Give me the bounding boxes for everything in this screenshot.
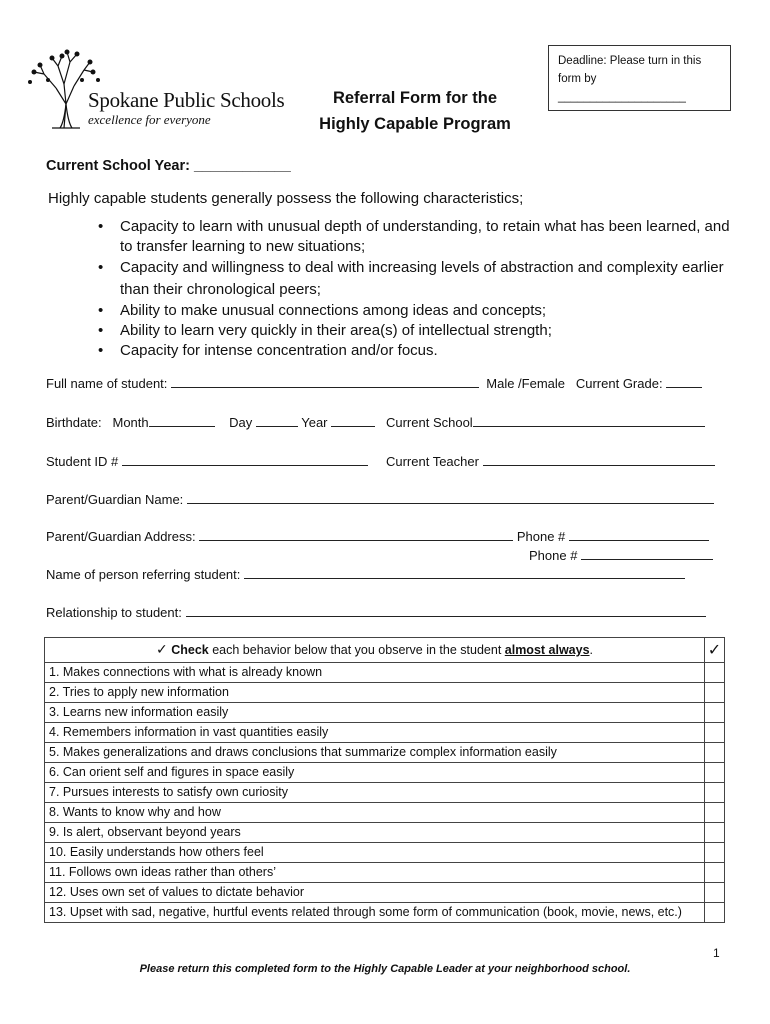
current-school-label: Current School — [385, 415, 473, 430]
checklist-instructions — [45, 638, 705, 663]
table-row — [45, 823, 725, 843]
month-label: Month — [112, 415, 149, 430]
table-row — [45, 883, 725, 903]
checkbox-cell[interactable] — [705, 803, 725, 823]
referrer-label: Name of person referring student: — [46, 567, 241, 582]
checkbox-cell[interactable] — [705, 863, 725, 883]
relationship-label: Relationship to student: — [46, 605, 182, 620]
check-word: Check — [171, 643, 209, 657]
checkbox-cell[interactable] — [705, 883, 725, 903]
current-school-field[interactable] — [473, 414, 705, 427]
deadline-blank[interactable]: ____________________ — [558, 91, 686, 103]
list-item: • Ability to make unusual connections among ideas and concepts; — [92, 301, 732, 321]
behavior-item: 12. Uses own set of values to dictate behavior — [45, 883, 705, 903]
checkbox-cell[interactable] — [705, 743, 725, 763]
deadline-text-2: form by — [558, 73, 597, 85]
behavior-item: 9. Is alert, observant beyond years — [45, 823, 705, 843]
full-name-label: Full name of student: — [46, 376, 168, 391]
day-label: Day — [229, 415, 253, 430]
table-row — [45, 803, 725, 823]
phone-field-2[interactable] — [581, 547, 713, 560]
phone-label: Phone # — [516, 529, 566, 544]
table-row — [45, 863, 725, 883]
behavior-item: 1. Makes connections with what is already known — [45, 663, 705, 683]
behavior-item: 3. Learns new information easily — [45, 703, 705, 723]
checkbox-cell[interactable] — [705, 763, 725, 783]
characteristics-list — [92, 217, 732, 361]
relationship-field[interactable] — [186, 604, 706, 617]
month-field[interactable] — [149, 414, 215, 427]
phone-row-2 — [529, 547, 713, 563]
parent-address-label: Parent/Guardian Address: — [46, 529, 196, 544]
grade-field[interactable] — [666, 375, 702, 388]
table-row — [45, 663, 725, 683]
table-header-row — [45, 638, 725, 663]
year-field[interactable] — [331, 414, 375, 427]
relationship-row — [46, 604, 706, 620]
table-row — [45, 763, 725, 783]
table-row — [45, 903, 725, 923]
checkbox-cell[interactable] — [705, 903, 725, 923]
checkbox-cell[interactable] — [705, 823, 725, 843]
phone-field-1[interactable] — [569, 528, 709, 541]
check-icon: ✓ — [155, 641, 168, 657]
referrer-row — [46, 566, 685, 582]
year-label: Year — [301, 415, 328, 430]
title-line-2: Highly Capable Program — [319, 115, 511, 133]
phone-label-2: Phone # — [529, 548, 578, 563]
parent-name-label: Parent/Guardian Name: — [46, 492, 184, 507]
deadline-text-1: Deadline: Please turn in this — [558, 55, 702, 67]
parent-name-field[interactable] — [187, 491, 714, 504]
student-id-field[interactable] — [122, 453, 368, 466]
behavior-item: 8. Wants to know why and how — [45, 803, 705, 823]
full-name-row — [46, 375, 702, 391]
behavior-item: 4. Remembers information in vast quantities easily — [45, 723, 705, 743]
instructions-text: each behavior below that you observe in the student — [208, 643, 505, 657]
table-row — [45, 843, 725, 863]
referrer-field[interactable] — [244, 566, 685, 579]
behavior-item: 2. Tries to apply new information — [45, 683, 705, 703]
list-item: • Capacity for intense concentration and/or focus. — [92, 341, 732, 361]
behavior-item: 13. Upset with sad, negative, hurtful events related through some form of communication (book, movie, news, etc.) — [45, 903, 705, 923]
gender-label[interactable]: Male /Female — [486, 376, 566, 391]
check-column-icon: ✓ — [705, 638, 725, 663]
parent-address-field[interactable] — [199, 528, 513, 541]
table-row — [45, 723, 725, 743]
behavior-item: 7. Pursues interests to satisfy own curiosity — [45, 783, 705, 803]
table-row — [45, 783, 725, 803]
parent-name-row — [46, 491, 714, 507]
checkbox-cell[interactable] — [705, 723, 725, 743]
behavior-item: 10. Easily understands how others feel — [45, 843, 705, 863]
logo-name: Spokane Public Schools — [88, 88, 285, 112]
table-row — [45, 743, 725, 763]
footer-note: Please return this completed form to the Highly Capable Leader at your neighborhood school. — [139, 963, 631, 975]
checkbox-cell[interactable] — [705, 663, 725, 683]
current-teacher-field[interactable] — [483, 453, 715, 466]
page-number: 1 — [713, 946, 720, 960]
title-line-1: Referral Form for the — [332, 89, 498, 107]
day-field[interactable] — [256, 414, 298, 427]
table-row — [45, 683, 725, 703]
list-item: • Ability to learn very quickly in their area(s) of intellectual strength; — [92, 321, 732, 341]
behavior-checklist — [44, 637, 725, 923]
behavior-item: 11. Follows own ideas rather than others’ — [45, 863, 705, 883]
table-row — [45, 703, 725, 723]
parent-address-row — [46, 528, 709, 544]
checkbox-cell[interactable] — [705, 843, 725, 863]
current-teacher-label: Current Teacher — [385, 454, 479, 469]
intro-text: Highly capable students generally possess the following characteristics; — [48, 190, 524, 207]
student-id-label: Student ID # — [46, 454, 119, 469]
checkbox-cell[interactable] — [705, 703, 725, 723]
list-item: • Capacity to learn with unusual depth of understanding, to retain what has been learned, and to transfer learning to new situations; — [92, 217, 732, 257]
student-id-row — [46, 453, 715, 469]
instructions-end: . — [589, 643, 594, 657]
deadline-box — [548, 45, 731, 111]
almost-always-text: almost always — [504, 643, 590, 657]
current-school-year[interactable]: Current School Year: ____________ — [46, 158, 291, 174]
checkbox-cell[interactable] — [705, 683, 725, 703]
birthdate-row — [46, 414, 705, 430]
checkbox-cell[interactable] — [705, 783, 725, 803]
behavior-item: 6. Can orient self and figures in space easily — [45, 763, 705, 783]
logo-tagline: excellence for everyone — [88, 112, 211, 127]
list-item: • Capacity and willingness to deal with increasing levels of abstraction and complexity earlier than their chronological peers; — [92, 257, 732, 301]
form-title — [300, 85, 530, 137]
birthdate-label: Birthdate: — [46, 415, 102, 430]
full-name-field[interactable] — [171, 375, 479, 388]
grade-label: Current Grade: — [575, 376, 663, 391]
behavior-item: 5. Makes generalizations and draws conclusions that summarize complex information easily — [45, 743, 705, 763]
